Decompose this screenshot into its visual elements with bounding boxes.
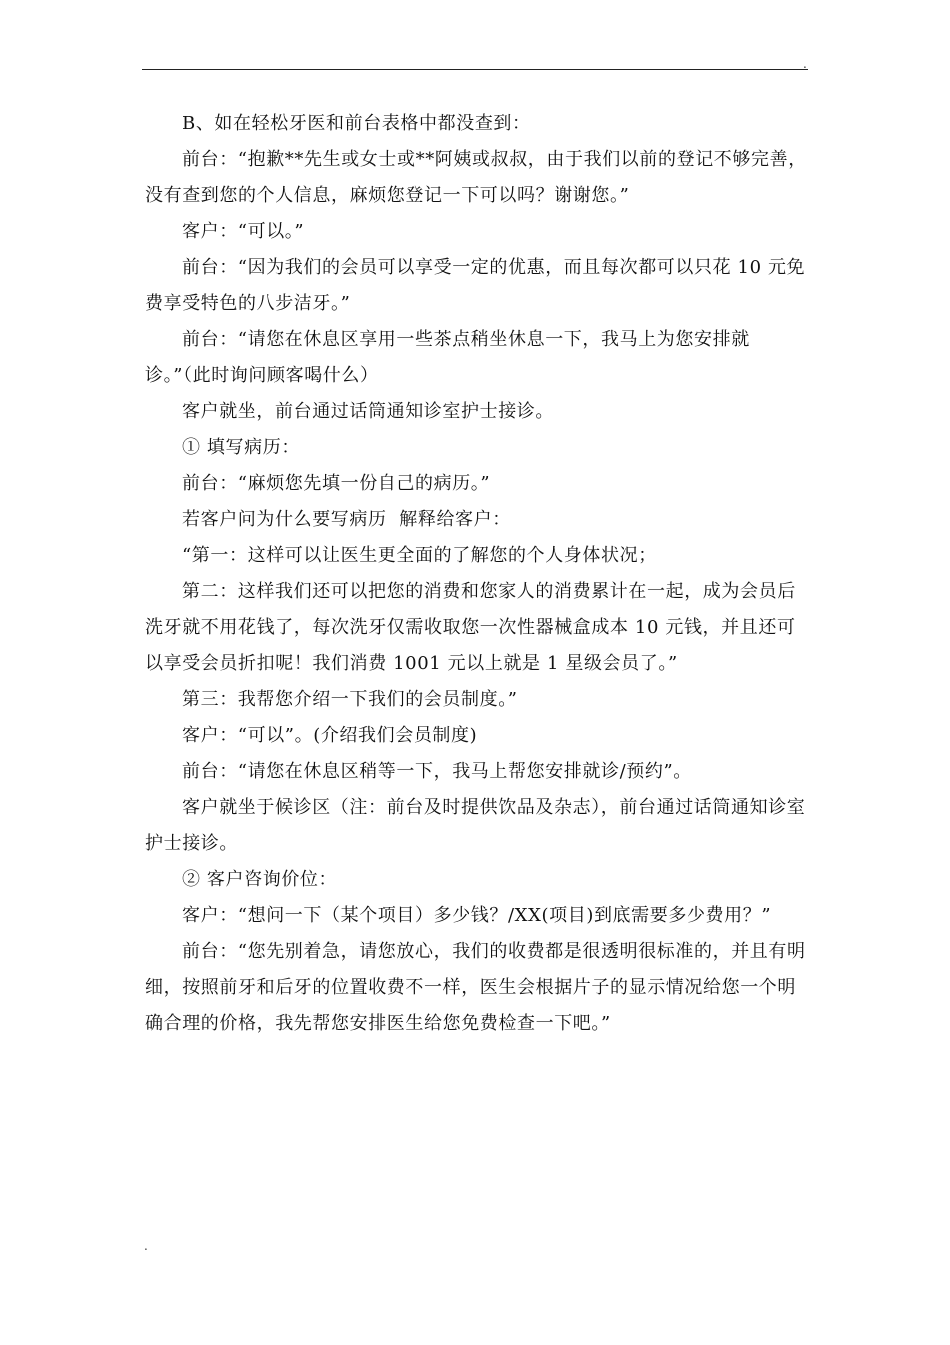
paragraph: 第三：我帮您介绍一下我们的会员制度。”: [182, 689, 518, 710]
paragraph: 客户就坐于候诊区（注：前台及时提供饮品及杂志），前台通过话筒通知诊室护士接诊。: [145, 797, 806, 854]
paragraph: ① 填写病历：: [182, 437, 300, 458]
footer-dot: .: [144, 1239, 148, 1253]
paragraph: 若客户问为什么要写病历 解释给客户：: [182, 509, 511, 530]
paragraph: 第二：这样我们还可以把您的消费和您家人的消费累计在一起，成为会员后洗牙就不用花钱了，每次洗牙仅需收取您一次性器械盒成本 10 元钱，并且还可以享受会员折扣呢！我们消费 1001 元以上就是 1 星级会员了。”: [145, 581, 796, 674]
header-dot: .: [803, 57, 807, 71]
paragraph: 前台：“请您在休息区稍等一下，我马上帮您安排就诊/预约”。: [182, 761, 692, 782]
paragraph: B、如在轻松牙医和前台表格中都没查到：: [182, 113, 531, 134]
paragraph: 客户：“可以”。(介绍我们会员制度): [182, 725, 478, 746]
header-rule: [142, 69, 808, 70]
paragraph: “第一：这样可以让医生更全面的了解您的个人身体状况；: [182, 545, 657, 566]
paragraph: 客户：“想问一下（某个项目）多少钱？/XX(项目)到底需要多少费用？”: [182, 905, 772, 926]
document-body: [145, 106, 807, 1042]
paragraph: 前台：“您先别着急，请您放心，我们的收费都是很透明很标准的，并且有明细，按照前牙和后牙的位置收费不一样，医生会根据片子的显示情况给您一个明确合理的价格，我先帮您安排医生给您免费检查一下吧。”: [145, 941, 806, 1034]
paragraph: 前台：“抱歉**先生或女士或**阿姨或叔叔，由于我们以前的登记不够完善，没有查到您的个人信息，麻烦您登记一下可以吗？谢谢您。”: [145, 149, 807, 206]
paragraph: 客户：“可以。”: [182, 221, 305, 242]
paragraph: 前台：“因为我们的会员可以享受一定的优惠，而且每次都可以只花 10 元免费享受特色的八步洁牙。”: [145, 257, 806, 314]
paragraph: 客户就坐，前台通过话筒通知诊室护士接诊。: [182, 401, 554, 422]
paragraph: ② 客户咨询价位：: [182, 869, 338, 890]
paragraph: 前台：“麻烦您先填一份自己的病历。”: [182, 473, 491, 494]
paragraph: 前台：“请您在休息区享用一些茶点稍坐休息一下，我马上为您安排就诊。”（此时询问顾客喝什么）: [145, 329, 750, 386]
